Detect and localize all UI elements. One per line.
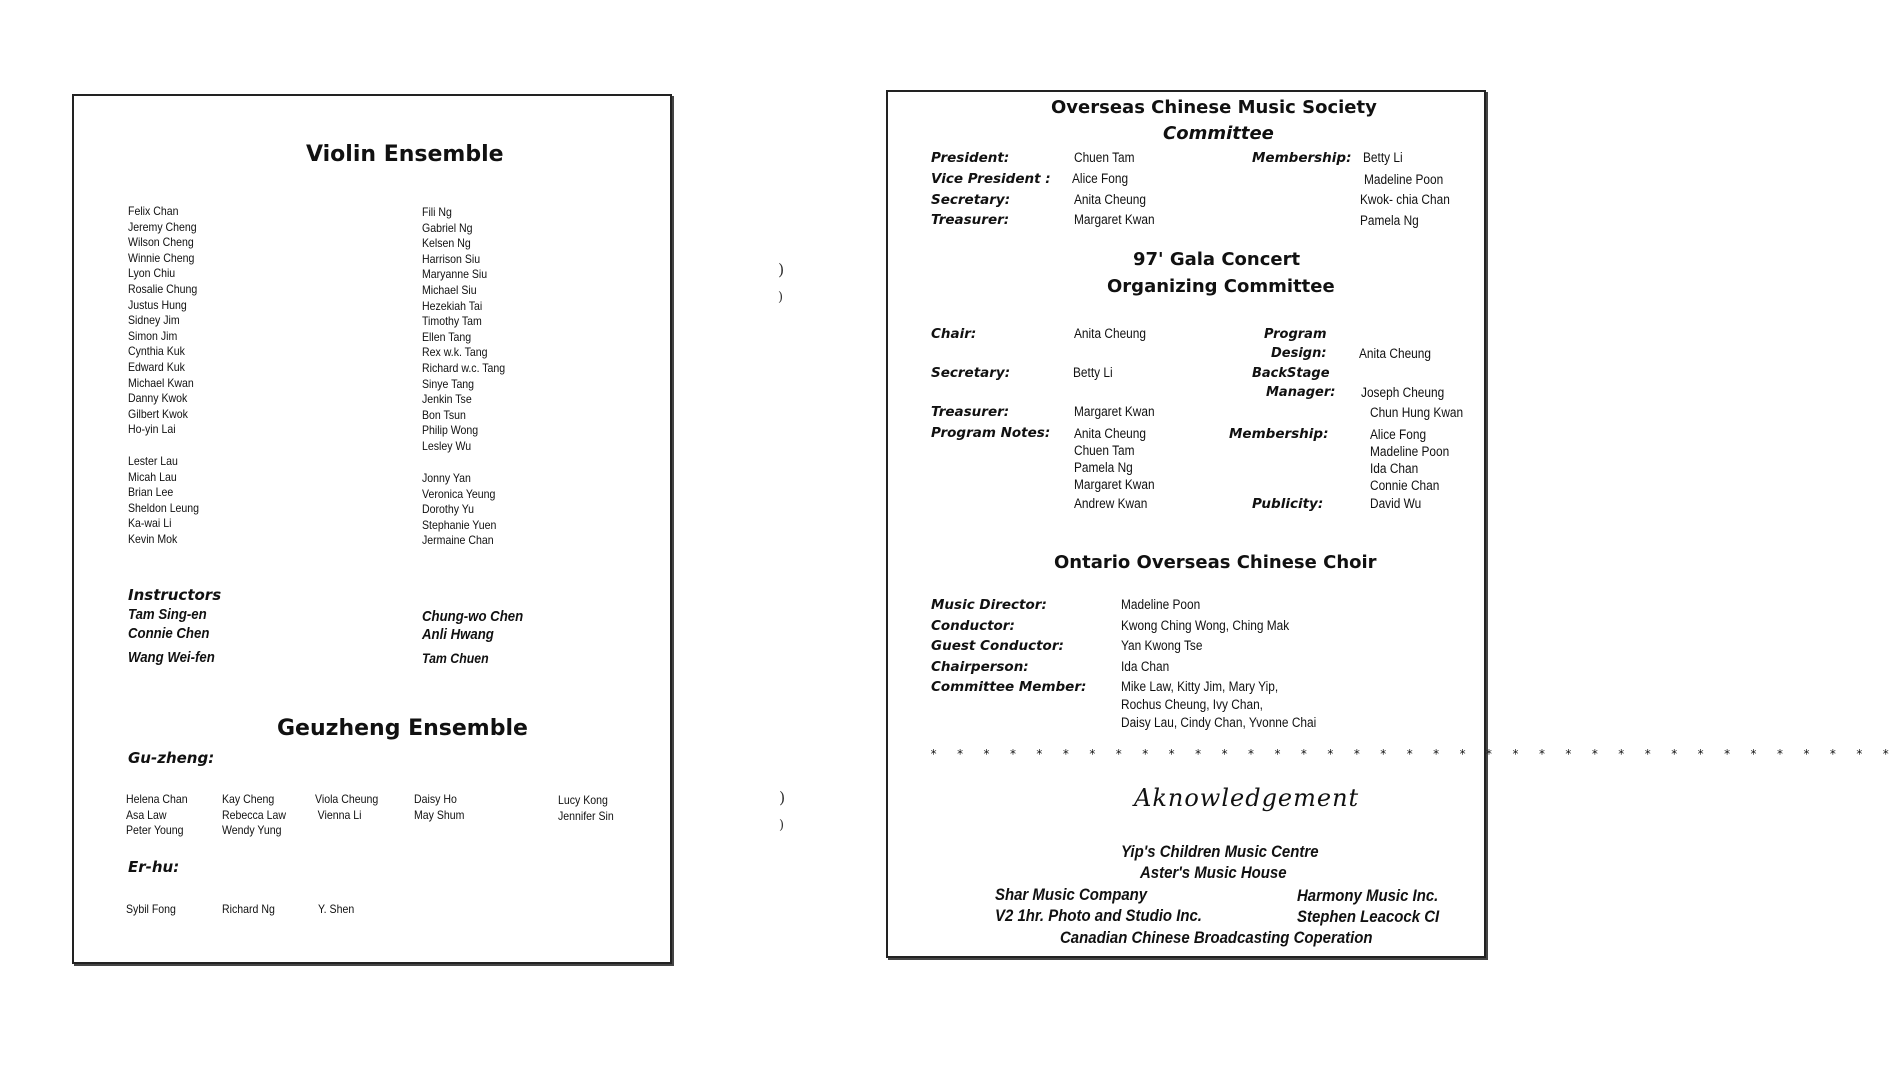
list-item: Madeline Poon: [1370, 444, 1450, 459]
list-item: Michael Siu: [422, 282, 477, 297]
violin-names-col1: [128, 204, 197, 438]
binding-mark: ): [778, 290, 784, 305]
list-item: Sinye Tang: [422, 376, 475, 391]
list-item: Michael Kwan: [128, 375, 194, 390]
list-item: Jonny Yan: [422, 471, 471, 485]
list-item: Felix Chan: [128, 204, 179, 218]
treasurer-label: Treasurer:: [931, 212, 1010, 228]
list-item: Asa Law: [126, 807, 167, 822]
guest-conductor-name: Yan Kwong Tse: [1121, 638, 1203, 653]
conductor-name: Kwong Ching Wong, Ching Mak: [1121, 618, 1290, 633]
violin-names-col2b: [422, 471, 496, 549]
binding-mark: ): [779, 788, 786, 807]
list-item: Gilbert Kwok: [128, 406, 188, 421]
list-item: Anita Cheung: [1074, 426, 1146, 441]
list-item: Brian Lee: [128, 485, 174, 500]
sponsor-ccbc: Canadian Chinese Broadcasting Coperation: [1060, 928, 1373, 947]
list-item: Veronica Yeung: [422, 486, 496, 501]
instructor-name: Connie Chen: [128, 625, 210, 642]
list-item: Philip Wong: [422, 423, 479, 438]
org-secretary-name: Betty Li: [1073, 365, 1113, 380]
erhu-name: Y. Shen: [318, 902, 355, 916]
committee-title: Committee: [1163, 123, 1274, 144]
binding-mark: ): [779, 818, 785, 833]
list-item: Lyon Chiu: [128, 266, 176, 281]
list-item: Harrison Siu: [422, 251, 481, 266]
list-item: Wilson Cheng: [128, 235, 194, 250]
list-item: Andrew Kwan: [1074, 496, 1148, 511]
manager-label: Manager:: [1266, 385, 1336, 400]
violin-ensemble-page: [72, 94, 672, 964]
committee-page: [886, 90, 1895, 958]
list-item: Justus Hung: [128, 297, 187, 312]
list-item: Daisy Ho: [414, 792, 457, 806]
violin-names-col2: [422, 205, 505, 455]
chair-name: Anita Cheung: [1074, 326, 1146, 341]
list-item: Hezekiah Tai: [422, 298, 483, 313]
binding-mark: ): [778, 260, 785, 279]
acknowledgement-title: Aknowledgement: [1134, 784, 1360, 812]
list-item: Jenkin Tse: [422, 392, 472, 407]
list-item: Simon Jim: [128, 328, 178, 343]
program-label: Program: [1264, 327, 1327, 342]
design-name: Anita Cheung: [1359, 346, 1431, 361]
list-item: Cynthia Kuk: [128, 344, 185, 359]
instructor-name: Tam Sing-en: [128, 606, 207, 623]
list-item: Alice Fong: [1370, 427, 1427, 442]
geuzheng-ensemble-title: Geuzheng Ensemble: [277, 716, 528, 741]
treasurer-name: Margaret Kwan: [1074, 212, 1155, 227]
committee-member-name: Daisy Lau, Cindy Chan, Yvonne Chai: [1121, 715, 1317, 730]
list-item: Sidney Jim: [128, 313, 180, 328]
list-item: Winnie Cheng: [128, 250, 195, 265]
instructor-name: Tam Chuen: [422, 650, 489, 666]
chairperson-name: Ida Chan: [1121, 659, 1170, 674]
list-item: Connie Chan: [1370, 478, 1440, 493]
membership-name: Betty Li: [1363, 150, 1403, 165]
guzheng-col4: [414, 792, 464, 823]
org-membership-names: [1370, 426, 1449, 494]
instructor-name: Chung-wo Chen: [422, 608, 524, 625]
list-item: Viola Cheung: [315, 792, 379, 806]
guzheng-col2: [222, 792, 286, 839]
list-item: Maryanne Siu: [422, 267, 488, 282]
choir-title: Ontario Overseas Chinese Choir: [1054, 552, 1377, 573]
publicity-label: Publicity:: [1252, 496, 1324, 512]
committee-member-name: Rochus Cheung, Ivy Chan,: [1121, 697, 1263, 712]
list-item: Kevin Mok: [128, 531, 178, 546]
list-item: Stephanie Yuen: [422, 517, 497, 532]
list-item: Peter Young: [126, 823, 184, 838]
org-membership-label: Membership:: [1229, 426, 1329, 442]
program-notes-label: Program Notes:: [931, 425, 1051, 441]
membership-name: Kwok- chia Chan: [1360, 192, 1450, 207]
list-item: May Shum: [414, 807, 465, 822]
violin-names-col1b: [128, 454, 199, 548]
list-item: Micah Lau: [128, 469, 177, 484]
org-treasurer-label: Treasurer:: [931, 404, 1010, 420]
program-notes-names: [1074, 425, 1155, 512]
list-item: Lester Lau: [128, 454, 178, 468]
list-item: Bon Tsun: [422, 407, 466, 422]
list-item: Timothy Tam: [422, 314, 482, 329]
list-item: Gabriel Ng: [422, 220, 473, 235]
list-item: Ida Chan: [1370, 461, 1419, 476]
erhu-name: Richard Ng: [222, 902, 275, 916]
list-item: Kay Cheng: [222, 792, 275, 806]
list-item: Edward Kuk: [128, 359, 185, 374]
music-director-name: Madeline Poon: [1121, 597, 1201, 612]
list-item: Sheldon Leung: [128, 500, 200, 515]
instructors-heading: Instructors: [128, 586, 222, 604]
president-label: President:: [931, 150, 1010, 166]
backstage-label: BackStage: [1252, 366, 1330, 381]
dotted-divider: * * * * * * * * * * * * * * * * * * * * * * * * * * * * * * * * * * * * *: [930, 747, 1895, 761]
secretary-name: Anita Cheung: [1074, 192, 1146, 207]
list-item: Wendy Yung: [222, 823, 282, 838]
list-item: Jermaine Chan: [422, 533, 494, 548]
chairperson-label: Chairperson:: [931, 659, 1029, 675]
list-item: Danny Kwok: [128, 391, 188, 406]
membership-name: Pamela Ng: [1360, 213, 1419, 228]
membership-label: Membership:: [1252, 150, 1352, 166]
sponsor-aster: Aster's Music House: [1140, 863, 1287, 882]
sponsor-stephen: Stephen Leacock CI: [1297, 907, 1440, 926]
gala-concert-title: 97' Gala Concert: [1133, 249, 1301, 270]
list-item: Rex w.k. Tang: [422, 345, 488, 360]
sponsor-shar: Shar Music Company: [995, 885, 1148, 904]
music-director-label: Music Director:: [931, 597, 1047, 613]
list-item: Richard w.c. Tang: [422, 360, 506, 375]
committee-member-name: Mike Law, Kitty Jim, Mary Yip,: [1121, 679, 1279, 694]
violin-ensemble-title: Violin Ensemble: [306, 142, 504, 167]
list-item: Ellen Tang: [422, 329, 472, 344]
society-title: Overseas Chinese Music Society: [1051, 97, 1377, 118]
list-item: Vienna Li: [317, 807, 362, 822]
organizing-committee-title: Organizing Committee: [1107, 276, 1335, 297]
list-item: Ho-yin Lai: [128, 422, 176, 437]
org-secretary-label: Secretary:: [931, 365, 1011, 381]
list-item: Dorothy Yu: [422, 502, 475, 517]
conductor-label: Conductor:: [931, 618, 1015, 634]
list-item: Jeremy Cheng: [128, 219, 197, 234]
president-name: Chuen Tam: [1074, 150, 1135, 165]
guzheng-col5: [558, 793, 614, 824]
org-treasurer-name: Margaret Kwan: [1074, 404, 1155, 419]
vice-president-label: Vice President :: [931, 171, 1051, 187]
chair-label: Chair:: [931, 326, 977, 342]
list-item: Kelsen Ng: [422, 236, 471, 251]
list-item: Helena Chan: [126, 792, 188, 806]
list-item: Rosalie Chung: [128, 281, 198, 296]
sponsor-yips: Yip's Children Music Centre: [1121, 842, 1319, 861]
committee-member-label: Committee Member:: [931, 679, 1087, 695]
guest-conductor-label: Guest Conductor:: [931, 638, 1064, 654]
design-label: Design:: [1271, 346, 1327, 361]
list-item: Lucy Kong: [558, 793, 608, 807]
membership-name: Madeline Poon: [1364, 172, 1444, 187]
guzheng-col3: [315, 792, 378, 823]
erhu-heading: Er-hu:: [128, 858, 180, 876]
list-item: Lesley Wu: [422, 438, 472, 453]
instructor-name: Wang Wei-fen: [128, 649, 215, 666]
publicity-name: David Wu: [1370, 496, 1422, 511]
instructor-name: Anli Hwang: [422, 626, 494, 643]
manager-name: Joseph Cheung: [1361, 385, 1445, 400]
guzheng-col1: [126, 792, 188, 839]
list-item: Pamela Ng: [1074, 460, 1133, 475]
list-item: Margaret Kwan: [1074, 477, 1155, 492]
list-item: Fili Ng: [422, 205, 452, 219]
sponsor-harmony: Harmony Music Inc.: [1297, 886, 1439, 905]
manager-name: Chun Hung Kwan: [1370, 405, 1464, 420]
list-item: Jennifer Sin: [558, 808, 614, 823]
list-item: Chuen Tam: [1074, 443, 1135, 458]
sponsor-v2: V2 1hr. Photo and Studio Inc.: [995, 906, 1202, 925]
secretary-label: Secretary:: [931, 192, 1011, 208]
list-item: Rebecca Law: [222, 807, 286, 822]
vice-president-name: Alice Fong: [1072, 171, 1129, 186]
erhu-name: Sybil Fong: [126, 902, 176, 916]
guzheng-heading: Gu-zheng:: [128, 749, 215, 767]
list-item: Ka-wai Li: [128, 516, 172, 531]
